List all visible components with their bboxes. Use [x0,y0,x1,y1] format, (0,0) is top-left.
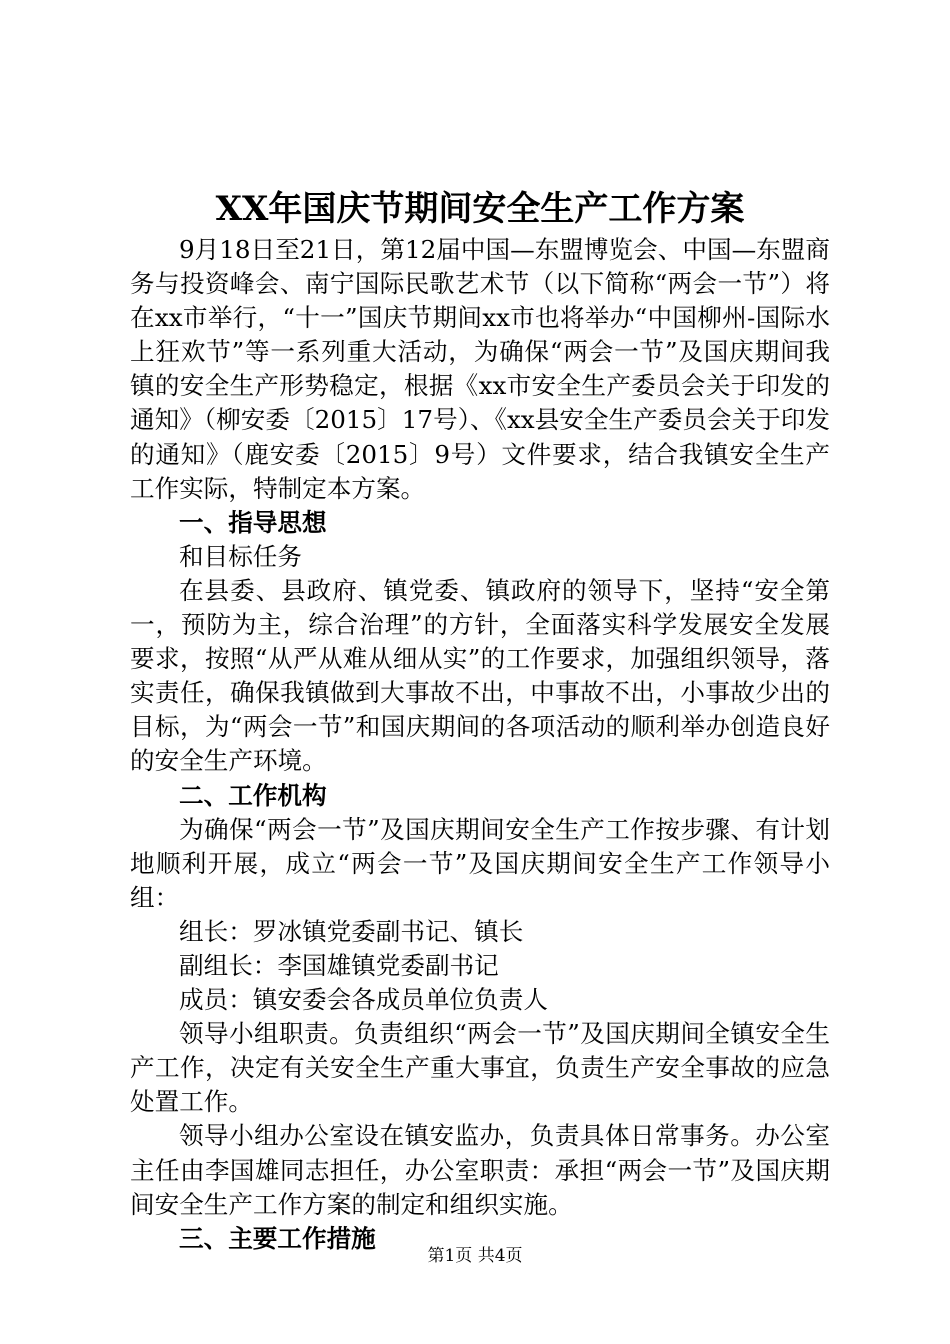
members-line: 成员：镇安委会各成员单位负责人 [179,985,548,1015]
section-heading-organization: 二、工作机构 [179,780,327,810]
section-heading-main-measures: 三、主要工作措施 [179,1223,376,1253]
section-heading-guiding-ideology: 一、指导思想 [179,507,327,537]
office-paragraph: 领导小组办公室设在镇安监办，负责具体日常事务。办公室主任由李国雄同志担任，办公室职责：承担“两会一节”及国庆期间安全生产工作方案的制定和组织实施。 [130,1121,830,1219]
organization-paragraph: 为确保“两会一节”及国庆期间安全生产工作按步骤、有计划地顺利开展，成立“两会一节”及国庆期间安全生产工作领导小组： [130,814,830,912]
page-footer: 第1页 共4页 [427,1246,523,1266]
section-subheading-goals: 和目标任务 [179,541,302,571]
team-leader-line: 组长：罗冰镇党委副书记、镇长 [179,916,524,946]
guiding-ideology-paragraph: 在县委、县政府、镇党委、镇政府的领导下，坚持“安全第一，预防为主，综合治理”的方针，全面落实科学发展安全发展要求，按照“从严从难从细从实”的工作要求，加强组织领导，落实责任，确保我镇做到大事故不出，中事故不出，小事故少出的目标，为“两会一节”和国庆期间的各项活动的顺利举办创造良好的安全生产环境。 [130,575,830,776]
intro-paragraph: 9月18日至21日，第12届中国—东盟博览会、中国—东盟商务与投资峰会、南宁国际民歌艺术节（以下简称“两会一节”）将在xx市举行，“十一”国庆节期间xx市也将举办“中国柳州-国际水上狂欢节”等一系列重大活动，为确保“两会一节”及国庆期间我镇的安全生产形势稳定，根据《xx市安全生产委员会关于印发的通知》（柳安委〔2015〕17号）、《xx县安全生产委员会关于印发的通知》（鹿安委〔2015〕9号）文件要求，结合我镇安全生产工作实际，特制定本方案。 [130,235,830,503]
deputy-leader-line: 副组长：李国雄镇党委副书记 [179,950,499,980]
team-duties-paragraph: 领导小组职责。负责组织“两会一节”及国庆期间全镇安全生产工作，决定有关安全生产重大事宜，负责生产安全事故的应急处置工作。 [130,1019,830,1117]
document-title: XX年国庆节期间安全生产工作方案 [215,189,745,229]
document-body [130,233,830,1256]
